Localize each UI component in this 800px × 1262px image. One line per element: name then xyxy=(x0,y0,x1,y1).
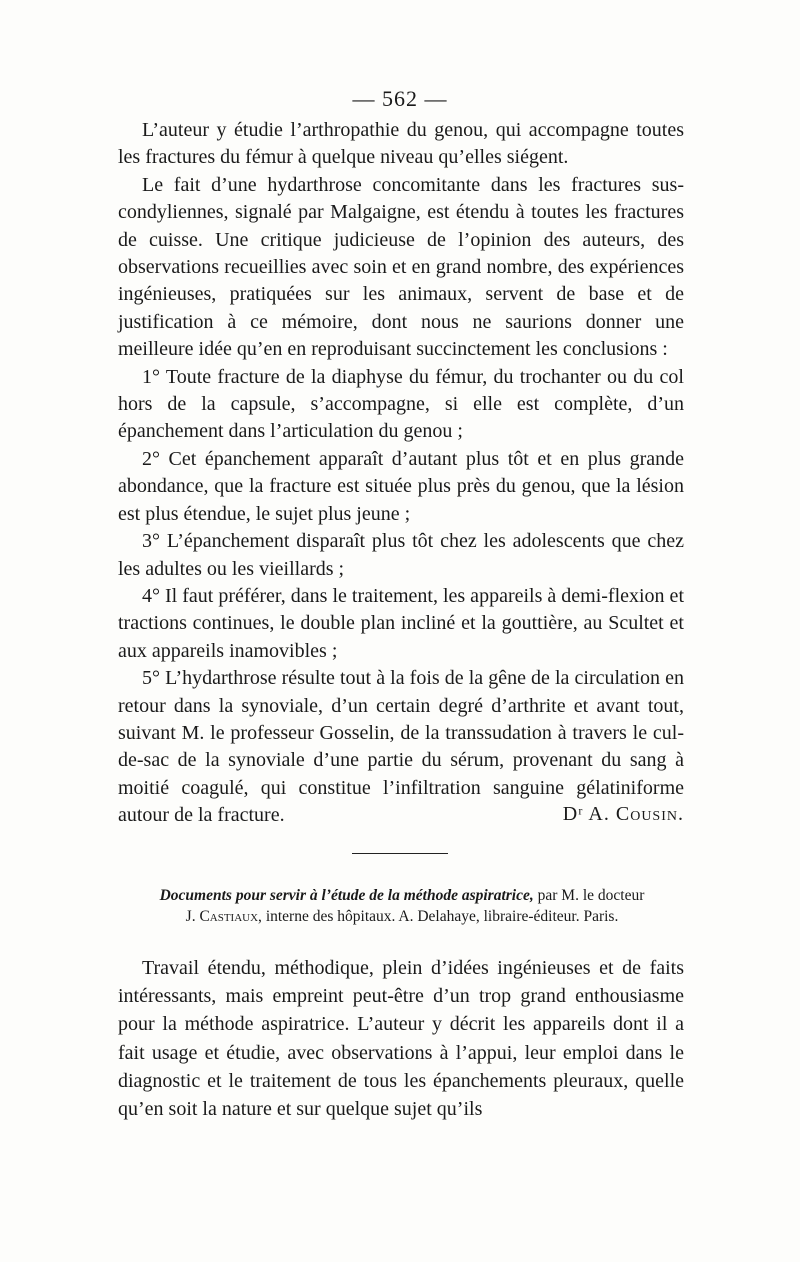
conclusion-item: 3° L’épanchement disparaît plus tôt chez les adolescents que chez les adultes ou les vieillards ; xyxy=(118,530,684,580)
section-divider xyxy=(352,853,448,854)
paragraph: L’auteur y étudie l’arthropathie du genou, qui accompagne toutes les fractures du fémur à quelque niveau qu’elles siégent. xyxy=(118,119,684,169)
review-heading xyxy=(112,885,692,927)
review-author: J. Castiaux, xyxy=(185,908,262,925)
review-text xyxy=(118,954,684,1123)
conclusion-item: 2° Cet épanchement apparaît d’autant plus tôt et en plus grande abondance, que la fracture est située plus près du genou, que la lésion est plus étendue, le sujet plus jeune ; xyxy=(118,447,684,525)
signature-name: Cousin. xyxy=(615,803,684,825)
review-title-by: par M. le docteur xyxy=(533,887,645,904)
paragraph: Le fait d’une hydarthrose concomitante dans les fractures sus-condyliennes, signalé par Malgaigne, est étendu à toutes les fractures de cuisse. Une critique judicieuse de l’opinion des auteurs, des observations recueillies avec soin et en grand nombre, des expériences ingénieuses, pratiquées sur les animaux, servent de base et de justification à ce mémoire, dont nous ne saurions donner une meilleure idée qu’en en reproduisant succinctement les conclusions : xyxy=(118,173,684,361)
conclusion-item: 1° Toute fracture de la diaphyse du fémur, du trochanter ou du col hors de la capsule, s’accompagne, si elle est complète, d’un épanchement dans l’articulation du genou ; xyxy=(118,365,684,443)
conclusion-item: 5° L’hydarthrose résulte tout à la fois de la gêne de la circulation en retour dans la synoviale, d’un certain degré d’arthrite et avant tout, suivant M. le professeur Gosselin, de la transsudation à travers le cul-de-sac de la synoviale d’une partie du sérum, provenant du sang à moitié coagulé, qui constitue l’infiltration sanguine gélatiniforme autour de la fracture. xyxy=(118,667,684,827)
review-publisher: interne des hôpitaux. A. Delahaye, libraire-éditeur. Paris. xyxy=(261,908,619,925)
conclusion-item: 4° Il faut préférer, dans le traitement, les appareils à demi-flexion et tractions continues, le double plan incliné et la gouttière, au Scultet et aux appareils inamovibles ; xyxy=(118,584,684,662)
author-signature xyxy=(470,803,684,826)
page-number: — 562 — xyxy=(352,86,448,111)
main-text xyxy=(118,117,684,830)
review-title: Documents pour servir à l’étude de la méthode aspiratrice, xyxy=(159,887,534,904)
signature-prefix: Dʳ A. xyxy=(562,803,610,825)
review-body: Travail étendu, méthodique, plein d’idées ingénieuses et de faits intéressants, mais empreint peut-être d’un trop grand enthousiasme pour la méthode aspiratrice. L’auteur y décrit les appareils dont il a fait usage et étudie, avec observations à l’appui, leur emploi dans le diagnostic et le traitement de tous les épanchements pleuraux, quelle qu’en soit la nature et sur quelque sujet qu’ils xyxy=(118,957,684,1121)
